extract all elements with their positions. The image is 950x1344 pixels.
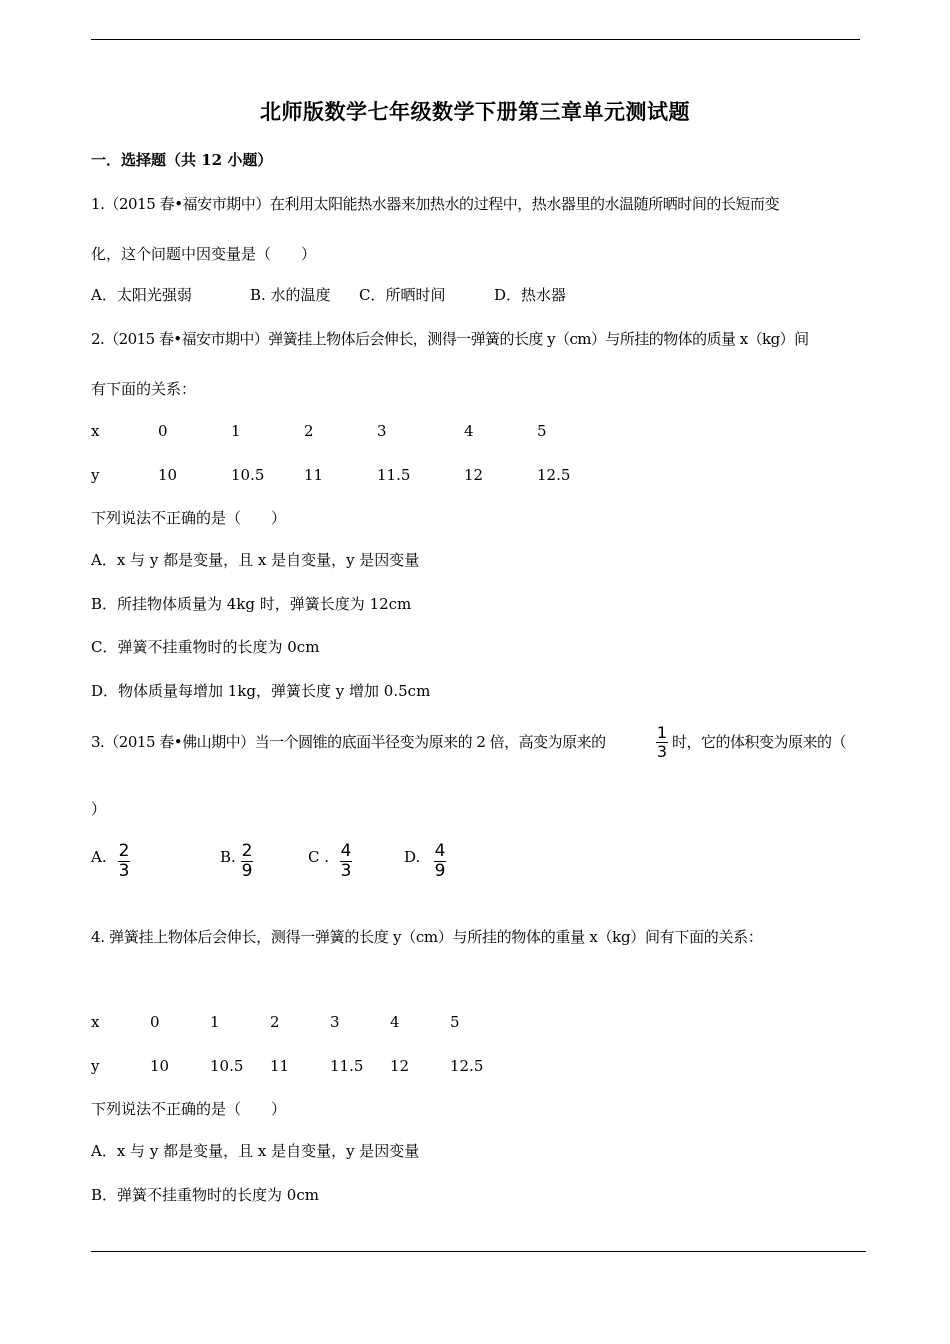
q1-option-a: A．太阳光强弱 [91,286,192,304]
q2-option-a: A．x 与 y 都是变量，且 x 是自变量，y 是因变量 [91,551,420,569]
q4-table-x-cell: 3 [330,1013,340,1031]
q3-option-c-label: C . [308,848,330,866]
q2-table-x-cell: 0 [158,422,168,440]
q4-option-a: A．x 与 y 都是变量，且 x 是自变量，y 是因变量 [91,1142,420,1160]
q4-table-y-cell: 10.5 [210,1057,244,1075]
q2-table-y-cell: 11.5 [377,466,411,484]
fraction-denominator: 3 [340,861,352,881]
q3-option-a-fraction [118,843,130,880]
q4-table-x-cell: 0 [150,1013,160,1031]
bottom-rule [91,1251,866,1252]
q3-option-b-fraction [241,843,253,880]
fraction-denominator: 9 [434,861,446,881]
q2-prompt: 下列说法不正确的是（ ） [91,509,287,527]
q1-line2: 化，这个问题中因变量是（ ） [91,245,317,263]
q2-table-y-cell: 10 [158,466,178,484]
q3-option-c-fraction [340,843,352,880]
q3-inline-fraction [656,725,668,760]
q3-option-d-label: D. [404,848,421,866]
q2-table-y-cell: 12.5 [537,466,571,484]
q3-inline-fraction-num: 1 [656,723,668,742]
q4-table-y-cell: 11 [270,1057,290,1075]
fraction-numerator: 2 [241,841,253,861]
q4-prompt: 下列说法不正确的是（ ） [91,1100,287,1118]
q2-table-x-cell: 1 [231,422,241,440]
q2-option-d: D．物体质量每增加 1kg，弹簧长度 y 增加 0.5cm [91,682,431,700]
q4-table-y-cell: 11.5 [330,1057,364,1075]
q2-table-x-cell: 5 [537,422,547,440]
fraction-numerator: 4 [340,841,352,861]
q2-line1: 2.（2015 春•福安市期中）弹簧挂上物体后会伸长，测得一弹簧的长度 y（cm）与所挂的物体的质量 x（kg）间 [91,330,809,348]
q2-table-y-cell: 12 [464,466,484,484]
q4-table-x-label: x [91,1013,100,1031]
page-title: 北师版数学七年级数学下册第三章单元测试题 [260,99,690,124]
q4-table-x-cell: 4 [390,1013,400,1031]
fraction-denominator: 9 [241,861,253,881]
q2-table-x-cell: 2 [304,422,314,440]
q2-table-x-label: x [91,422,100,440]
q2-table-x-cell: 3 [377,422,387,440]
q4-table-x-cell: 2 [270,1013,280,1031]
q3-line2: ） [91,800,107,818]
q3-option-d-fraction [434,843,446,880]
top-rule [91,39,860,40]
q3-inline-fraction-den: 3 [656,742,668,761]
q1-option-d: D．热水器 [494,286,567,304]
q4-table-x-cell: 1 [210,1013,220,1031]
q4-table-y-label: y [91,1057,100,1075]
q4-table-y-cell: 12.5 [450,1057,484,1075]
q2-table-x-cell: 4 [464,422,474,440]
section-heading: 一．选择题（共 12 小题） [91,151,273,169]
q2-line2: 有下面的关系： [91,380,197,398]
q3-line1-pre: 3.（2015 春•佛山期中）当一个圆锥的底面半径变为原来的 2 倍，高变为原来的 [91,733,606,751]
q3-option-a-label: A. [91,848,107,866]
q3-option-b-label: B. [220,848,236,866]
q4-option-b: B．弹簧不挂重物时的长度为 0cm [91,1186,319,1204]
q2-table-y-cell: 11 [304,466,324,484]
q2-option-c: C．弹簧不挂重物时的长度为 0cm [91,638,320,656]
q4-table-x-cell: 5 [450,1013,460,1031]
q2-table-y-label: y [91,466,100,484]
q1-option-c: C．所晒时间 [359,286,446,304]
fraction-numerator: 4 [434,841,446,861]
q4-table-y-cell: 10 [150,1057,170,1075]
q1-line1: 1.（2015 春•福安市期中）在利用太阳能热水器来加热水的过程中，热水器里的水温随所晒时间的长短而变 [91,195,780,213]
q4-table-y-cell: 12 [390,1057,410,1075]
q2-table-y-cell: 10.5 [231,466,265,484]
fraction-numerator: 2 [118,841,130,861]
fraction-denominator: 3 [118,861,130,881]
q1-option-b: B. 水的温度 [250,286,331,304]
q2-option-b: B．所挂物体质量为 4kg 时，弹簧长度为 12cm [91,595,412,613]
q4-line1: 4. 弹簧挂上物体后会伸长，测得一弹簧的长度 y（cm）与所挂的物体的重量 x（kg）间有下面的关系： [91,928,763,946]
q3-line1-post: 时，它的体积变为原来的（ [672,733,847,751]
